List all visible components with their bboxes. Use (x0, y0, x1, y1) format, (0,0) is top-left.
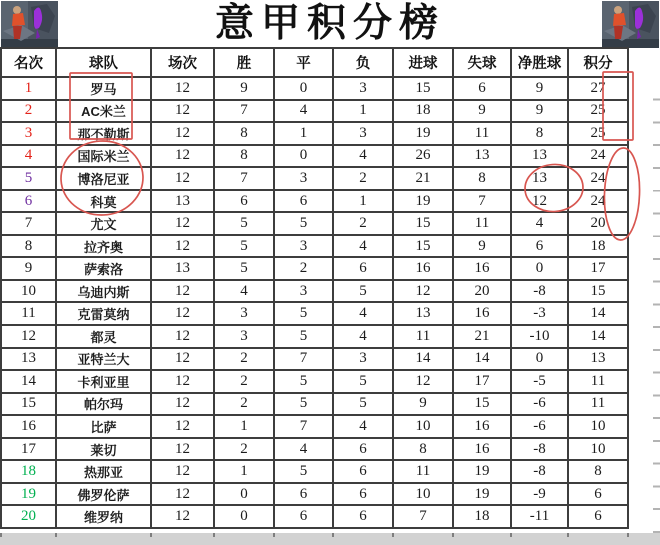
grid-line-stub (510, 533, 512, 537)
cell-goals_against: 18 (453, 505, 511, 528)
cell-draw: 3 (274, 280, 333, 303)
cell-win: 0 (214, 505, 274, 528)
bottom-edge-strip (0, 533, 660, 545)
grid-line-stub (332, 533, 334, 537)
cell-draw: 5 (274, 325, 333, 348)
grid-line-stub (567, 533, 569, 537)
cell-loss: 6 (333, 483, 393, 506)
table-row (1, 100, 628, 123)
cell-played: 13 (151, 190, 214, 213)
cell-win: 9 (214, 77, 274, 100)
cell-rank: 2 (1, 100, 56, 123)
cell-goals_for: 9 (393, 393, 453, 416)
cell-draw: 3 (274, 167, 333, 190)
cell-goal_diff: -8 (511, 280, 568, 303)
table-row (1, 257, 628, 280)
cell-played: 12 (151, 325, 214, 348)
cell-goals_against: 17 (453, 370, 511, 393)
cell-win: 4 (214, 280, 274, 303)
cell-win: 2 (214, 438, 274, 461)
cell-points: 11 (568, 393, 628, 416)
cell-goal_diff: 13 (511, 145, 568, 168)
cell-team: 那不勒斯 (56, 122, 151, 145)
table-row (1, 393, 628, 416)
cell-goal_diff: -11 (511, 505, 568, 528)
cell-loss: 4 (333, 145, 393, 168)
cell-team: 科莫 (56, 190, 151, 213)
cell-goals_against: 9 (453, 100, 511, 123)
cell-goals_against: 16 (453, 438, 511, 461)
cell-loss: 6 (333, 438, 393, 461)
grid-line-stub (213, 533, 215, 537)
col-header-draw: 平 (274, 48, 333, 77)
cell-goals_for: 19 (393, 190, 453, 213)
cell-team: 帕尔玛 (56, 393, 151, 416)
cell-goals_against: 13 (453, 145, 511, 168)
cell-goal_diff: -5 (511, 370, 568, 393)
grid-line-stub (392, 533, 394, 537)
cell-loss: 5 (333, 280, 393, 303)
cell-draw: 0 (274, 145, 333, 168)
standings-body (1, 77, 628, 528)
corner-photo-right (602, 1, 659, 48)
cell-win: 1 (214, 415, 274, 438)
cell-goals_for: 10 (393, 483, 453, 506)
cell-goals_against: 19 (453, 483, 511, 506)
cell-goal_diff: -9 (511, 483, 568, 506)
cell-goal_diff: -8 (511, 438, 568, 461)
cell-points: 11 (568, 370, 628, 393)
cell-goals_for: 15 (393, 212, 453, 235)
cell-goals_for: 13 (393, 302, 453, 325)
cell-rank: 19 (1, 483, 56, 506)
cell-goals_against: 11 (453, 212, 511, 235)
cell-rank: 15 (1, 393, 56, 416)
table-row (1, 167, 628, 190)
grid-line-stub (452, 533, 454, 537)
col-header-points: 积分 (568, 48, 628, 77)
cell-goals_against: 14 (453, 348, 511, 371)
col-header-loss: 负 (333, 48, 393, 77)
football-players-photo-icon (1, 1, 58, 48)
cell-win: 7 (214, 100, 274, 123)
table-row (1, 348, 628, 371)
cell-rank: 1 (1, 77, 56, 100)
cell-rank: 17 (1, 438, 56, 461)
cell-win: 3 (214, 302, 274, 325)
cell-draw: 7 (274, 415, 333, 438)
cell-draw: 5 (274, 393, 333, 416)
cell-rank: 20 (1, 505, 56, 528)
cell-loss: 4 (333, 235, 393, 258)
cell-played: 12 (151, 77, 214, 100)
grid-line-stub (0, 533, 2, 537)
cell-played: 12 (151, 280, 214, 303)
cell-goals_for: 15 (393, 77, 453, 100)
cell-played: 12 (151, 505, 214, 528)
cell-played: 12 (151, 145, 214, 168)
cell-rank: 7 (1, 212, 56, 235)
cell-goal_diff: 8 (511, 122, 568, 145)
cell-rank: 4 (1, 145, 56, 168)
cell-draw: 1 (274, 122, 333, 145)
cell-win: 5 (214, 235, 274, 258)
header-row (1, 48, 628, 77)
cell-goals_for: 16 (393, 257, 453, 280)
cell-points: 27 (568, 77, 628, 100)
cell-loss: 5 (333, 393, 393, 416)
cell-goal_diff: -8 (511, 460, 568, 483)
cell-goal_diff: 0 (511, 257, 568, 280)
cell-draw: 6 (274, 190, 333, 213)
cell-goals_against: 8 (453, 167, 511, 190)
table-row (1, 415, 628, 438)
cell-points: 24 (568, 145, 628, 168)
col-header-goals_for: 进球 (393, 48, 453, 77)
cell-win: 8 (214, 122, 274, 145)
cell-win: 2 (214, 393, 274, 416)
cell-goals_against: 16 (453, 302, 511, 325)
cell-played: 12 (151, 302, 214, 325)
cell-goals_against: 15 (453, 393, 511, 416)
page-title: 意甲积分榜 (214, 2, 445, 45)
cell-played: 13 (151, 257, 214, 280)
cell-points: 25 (568, 122, 628, 145)
standings-table (0, 47, 629, 529)
cell-draw: 4 (274, 438, 333, 461)
cell-draw: 4 (274, 100, 333, 123)
cell-draw: 3 (274, 235, 333, 258)
cell-played: 12 (151, 348, 214, 371)
cell-win: 2 (214, 370, 274, 393)
col-header-goals_against: 失球 (453, 48, 511, 77)
cell-goals_for: 8 (393, 438, 453, 461)
table-row (1, 77, 628, 100)
cell-win: 5 (214, 212, 274, 235)
cell-team: 罗马 (56, 77, 151, 100)
cell-rank: 5 (1, 167, 56, 190)
cell-rank: 14 (1, 370, 56, 393)
cell-win: 7 (214, 167, 274, 190)
table-row (1, 483, 628, 506)
cell-loss: 2 (333, 167, 393, 190)
cell-points: 8 (568, 460, 628, 483)
cell-rank: 16 (1, 415, 56, 438)
cell-played: 12 (151, 460, 214, 483)
table-row (1, 325, 628, 348)
table-row (1, 122, 628, 145)
cell-team: 乌迪内斯 (56, 280, 151, 303)
cell-points: 25 (568, 100, 628, 123)
cell-goals_against: 16 (453, 415, 511, 438)
cell-goal_diff: -3 (511, 302, 568, 325)
cell-draw: 0 (274, 77, 333, 100)
cell-goals_for: 26 (393, 145, 453, 168)
cell-rank: 10 (1, 280, 56, 303)
table-row (1, 235, 628, 258)
cell-team: 佛罗伦萨 (56, 483, 151, 506)
cell-points: 15 (568, 280, 628, 303)
cell-goals_for: 12 (393, 280, 453, 303)
col-header-rank: 名次 (1, 48, 56, 77)
cell-team: 都灵 (56, 325, 151, 348)
cell-points: 24 (568, 190, 628, 213)
cell-played: 12 (151, 235, 214, 258)
cell-draw: 7 (274, 348, 333, 371)
cell-played: 12 (151, 483, 214, 506)
cell-goal_diff: 12 (511, 190, 568, 213)
cell-rank: 9 (1, 257, 56, 280)
cell-team: 卡利亚里 (56, 370, 151, 393)
col-header-played: 场次 (151, 48, 214, 77)
cell-points: 20 (568, 212, 628, 235)
cell-team: AC米兰 (56, 100, 151, 123)
cell-win: 3 (214, 325, 274, 348)
cell-goals_for: 15 (393, 235, 453, 258)
cell-loss: 6 (333, 257, 393, 280)
cell-draw: 5 (274, 212, 333, 235)
cell-goal_diff: 6 (511, 235, 568, 258)
table-row (1, 302, 628, 325)
cell-team: 莱切 (56, 438, 151, 461)
cell-goals_against: 16 (453, 257, 511, 280)
cell-goals_against: 7 (453, 190, 511, 213)
cell-win: 5 (214, 257, 274, 280)
table-row (1, 145, 628, 168)
cell-goals_for: 18 (393, 100, 453, 123)
cell-goals_for: 11 (393, 460, 453, 483)
table-row (1, 280, 628, 303)
cell-rank: 18 (1, 460, 56, 483)
cell-draw: 5 (274, 460, 333, 483)
grid-line-stub (273, 533, 275, 537)
cell-loss: 1 (333, 190, 393, 213)
corner-photo-left (1, 1, 58, 48)
cell-points: 14 (568, 325, 628, 348)
cell-win: 8 (214, 145, 274, 168)
cell-draw: 6 (274, 505, 333, 528)
col-header-team: 球队 (56, 48, 151, 77)
cell-team: 国际米兰 (56, 145, 151, 168)
cell-rank: 12 (1, 325, 56, 348)
cell-loss: 3 (333, 348, 393, 371)
cell-team: 尤文 (56, 212, 151, 235)
cell-team: 萨索洛 (56, 257, 151, 280)
cell-team: 热那亚 (56, 460, 151, 483)
cell-goal_diff: 4 (511, 212, 568, 235)
cell-loss: 4 (333, 302, 393, 325)
cell-win: 0 (214, 483, 274, 506)
table-row (1, 212, 628, 235)
cell-loss: 3 (333, 122, 393, 145)
cell-points: 13 (568, 348, 628, 371)
cell-rank: 13 (1, 348, 56, 371)
cell-team: 比萨 (56, 415, 151, 438)
cell-draw: 6 (274, 483, 333, 506)
grid-line-stub (150, 533, 152, 537)
cell-played: 12 (151, 393, 214, 416)
cell-team: 拉齐奥 (56, 235, 151, 258)
grid-line-stub (55, 533, 57, 537)
cell-played: 12 (151, 415, 214, 438)
cell-goals_for: 19 (393, 122, 453, 145)
cell-goals_for: 14 (393, 348, 453, 371)
cell-points: 24 (568, 167, 628, 190)
col-header-win: 胜 (214, 48, 274, 77)
cell-draw: 5 (274, 302, 333, 325)
cell-loss: 4 (333, 415, 393, 438)
table-row (1, 438, 628, 461)
cell-rank: 11 (1, 302, 56, 325)
cell-goal_diff: 9 (511, 100, 568, 123)
cell-goals_for: 21 (393, 167, 453, 190)
cell-played: 12 (151, 438, 214, 461)
cell-goals_against: 21 (453, 325, 511, 348)
cell-goals_against: 9 (453, 235, 511, 258)
cell-win: 1 (214, 460, 274, 483)
cell-team: 维罗纳 (56, 505, 151, 528)
cell-goal_diff: -10 (511, 325, 568, 348)
cell-played: 12 (151, 122, 214, 145)
cell-rank: 8 (1, 235, 56, 258)
cell-goals_against: 11 (453, 122, 511, 145)
cell-loss: 4 (333, 325, 393, 348)
cell-goals_against: 20 (453, 280, 511, 303)
cell-draw: 5 (274, 370, 333, 393)
cell-draw: 2 (274, 257, 333, 280)
table-row (1, 370, 628, 393)
cell-goals_for: 7 (393, 505, 453, 528)
cell-loss: 3 (333, 77, 393, 100)
cell-points: 18 (568, 235, 628, 258)
cell-goal_diff: -6 (511, 393, 568, 416)
cell-points: 6 (568, 483, 628, 506)
cell-goal_diff: 13 (511, 167, 568, 190)
cell-goal_diff: -6 (511, 415, 568, 438)
cell-goals_against: 6 (453, 77, 511, 100)
cell-win: 6 (214, 190, 274, 213)
football-players-photo-icon (602, 1, 659, 48)
right-edge-strip (653, 78, 660, 534)
cell-loss: 5 (333, 370, 393, 393)
cell-goals_for: 10 (393, 415, 453, 438)
cell-loss: 2 (333, 212, 393, 235)
cell-goal_diff: 9 (511, 77, 568, 100)
cell-played: 12 (151, 167, 214, 190)
cell-goal_diff: 0 (511, 348, 568, 371)
cell-played: 12 (151, 100, 214, 123)
col-header-goal_diff: 净胜球 (511, 48, 568, 77)
cell-rank: 3 (1, 122, 56, 145)
table-row (1, 505, 628, 528)
cell-team: 克雷莫纳 (56, 302, 151, 325)
cell-rank: 6 (1, 190, 56, 213)
cell-points: 17 (568, 257, 628, 280)
cell-played: 12 (151, 212, 214, 235)
cell-loss: 6 (333, 460, 393, 483)
cell-points: 10 (568, 438, 628, 461)
cell-goals_for: 12 (393, 370, 453, 393)
grid-line-stub (627, 533, 629, 537)
cell-loss: 6 (333, 505, 393, 528)
cell-goals_against: 19 (453, 460, 511, 483)
cell-points: 14 (568, 302, 628, 325)
table-row (1, 460, 628, 483)
cell-points: 10 (568, 415, 628, 438)
cell-points: 6 (568, 505, 628, 528)
cell-team: 亚特兰大 (56, 348, 151, 371)
cell-loss: 1 (333, 100, 393, 123)
cell-played: 12 (151, 370, 214, 393)
cell-goals_for: 11 (393, 325, 453, 348)
cell-team: 博洛尼亚 (56, 167, 151, 190)
table-row (1, 190, 628, 213)
cell-win: 2 (214, 348, 274, 371)
